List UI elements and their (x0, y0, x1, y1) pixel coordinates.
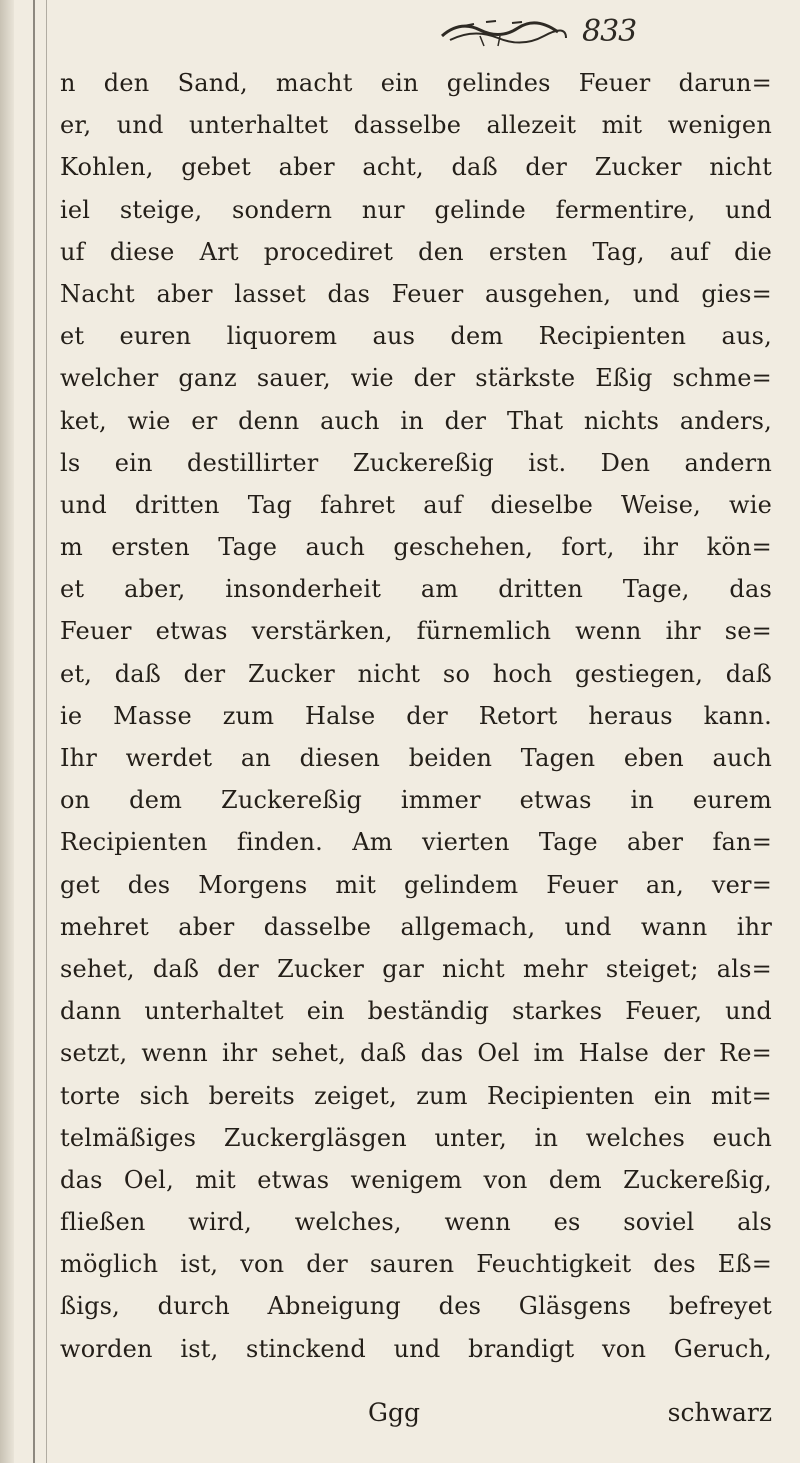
signature-mark: Ggg (368, 1398, 420, 1427)
text-line: dann unterhaltet ein beständig starkes Feuer, und (60, 997, 772, 1026)
printer-ornament-icon (440, 16, 570, 48)
text-line: iel steige, sondern nur gelinde fermentire, und (60, 195, 772, 224)
text-line: et aber, insonderheit am dritten Tage, das (60, 575, 772, 604)
text-line: n den Sand, macht ein gelindes Feuer darun= (60, 69, 772, 97)
text-line: Nacht aber lasset das Feuer ausgehen, und gies= (60, 279, 772, 308)
text-line: sehet, daß der Zucker gar nicht mehr steiget; als= (60, 954, 772, 983)
text-line: uf diese Art procediret den ersten Tag, auf die (60, 237, 772, 266)
text-line: Kohlen, gebet aber acht, daß der Zucker nicht (60, 153, 772, 182)
text-line: ie Masse zum Halse der Retort heraus kann. (60, 701, 772, 730)
text-line: das Oel, mit etwas wenigem von dem Zuckereßig, (60, 1165, 772, 1194)
text-line: und dritten Tag fahret auf dieselbe Weise, wie (60, 490, 772, 519)
text-line: torte sich bereits zeiget, zum Recipienten ein mit= (60, 1081, 772, 1110)
text-line: m ersten Tage auch geschehen, fort, ihr kön= (60, 533, 772, 562)
text-line: ßigs, durch Abneigung des Gläsgens befreyet (60, 1292, 772, 1321)
scan-edge-shadow (0, 0, 14, 1463)
catchword: schwarz (667, 1398, 772, 1427)
text-line: setzt, wenn ihr sehet, daß das Oel im Halse der Re= (60, 1039, 772, 1068)
text-line: möglich ist, von der sauren Feuchtigkeit des Eß= (60, 1250, 772, 1279)
text-line: Feuer etwas verstärken, fürnemlich wenn ihr se= (60, 617, 772, 646)
binding-gutter-line-inner (46, 0, 47, 1463)
text-line: fließen wird, welches, wenn es soviel als (60, 1208, 772, 1237)
text-line: worden ist, stinckend und brandigt von Geruch, (60, 1334, 772, 1363)
body-text (60, 62, 772, 1370)
text-line: telmäßiges Zuckergläsgen unter, in welches euch (60, 1123, 772, 1152)
text-line: welcher ganz sauer, wie der stärkste Eßig schme= (60, 364, 772, 393)
page-header (0, 6, 800, 62)
text-line: et euren liquorem aus dem Recipienten aus, (60, 322, 772, 351)
page-number: 833 (582, 14, 637, 49)
text-line: get des Morgens mit gelindem Feuer an, ver= (60, 870, 772, 899)
text-line: ket, wie er denn auch in der That nichts anders, (60, 406, 772, 435)
text-line: er, und unterhaltet dasselbe allezeit mit wenigen (60, 111, 772, 140)
text-line: et, daß der Zucker nicht so hoch gestiegen, daß (60, 659, 772, 688)
text-line: ls ein destillirter Zuckereßig ist. Den andern (60, 448, 772, 477)
text-line: on dem Zuckereßig immer etwas in eurem (60, 786, 772, 815)
text-line: Ihr werdet an diesen beiden Tagen eben auch (60, 744, 772, 772)
text-line: Recipienten finden. Am vierten Tage aber fan= (60, 828, 772, 857)
text-line: mehret aber dasselbe allgemach, und wann ihr (60, 912, 772, 941)
binding-gutter-line (33, 0, 35, 1463)
page-footer (60, 1398, 772, 1440)
